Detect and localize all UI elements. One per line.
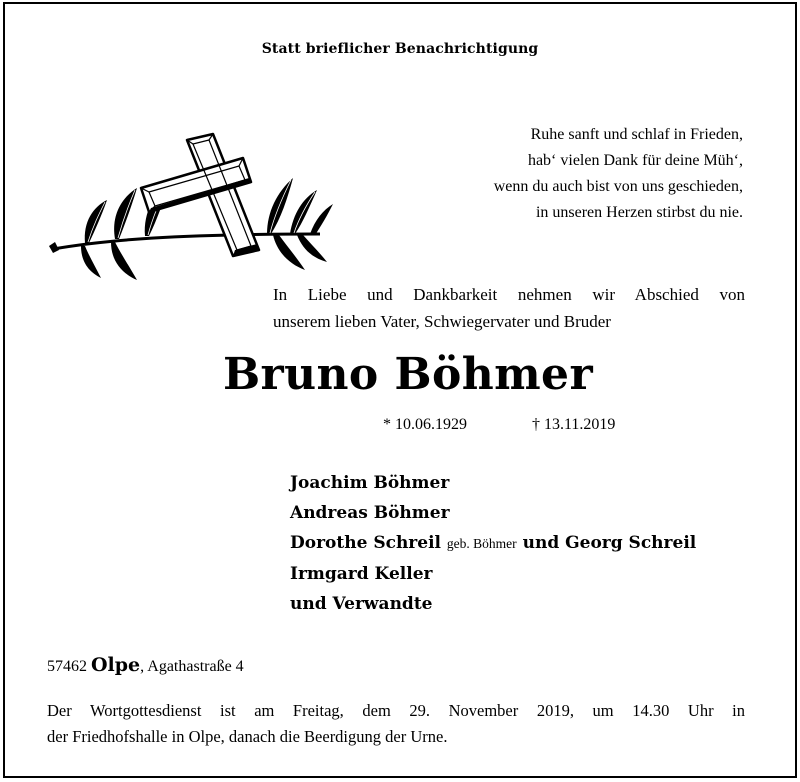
poem bbox=[494, 122, 743, 226]
deceased-name: Bruno Böhmer bbox=[222, 349, 594, 400]
intro-line: unserem lieben Vater, Schwiegervater und Bruder bbox=[273, 312, 611, 331]
address bbox=[47, 654, 244, 676]
mourner: Joachim Böhmer bbox=[290, 473, 450, 493]
mourner: und Verwandte bbox=[290, 594, 433, 614]
street: , Agathastraße 4 bbox=[140, 658, 244, 675]
death-date: † 13.11.2019 bbox=[532, 416, 616, 433]
poem-line: hab‘ vielen Dank für deine Müh‘, bbox=[527, 152, 743, 169]
service-line: der Friedhofshalle in Olpe, danach die Beerdigung der Urne. bbox=[47, 727, 448, 746]
mourners-list bbox=[290, 468, 696, 619]
obituary-notice bbox=[3, 2, 797, 778]
service-line: Der Wortgottesdienst ist am Freitag, dem 29. November 2019, um 14.30 Uhr in bbox=[47, 701, 745, 720]
service-info bbox=[47, 698, 745, 750]
poem-line: in unseren Herzen stirbst du nie. bbox=[535, 204, 743, 221]
mourner-partner: und Georg Schreil bbox=[522, 533, 697, 553]
mourner: Irmgard Keller bbox=[290, 564, 433, 584]
zip-code: 57462 bbox=[47, 658, 87, 675]
mourner-name: Dorothe Schreil bbox=[290, 533, 441, 553]
cross-with-palm-branch-icon bbox=[45, 122, 335, 282]
mourner: Andreas Böhmer bbox=[290, 503, 450, 523]
intro-text bbox=[273, 281, 745, 335]
mourner bbox=[290, 528, 696, 559]
maiden-name: geb. Böhmer bbox=[446, 536, 517, 551]
poem-line: wenn du auch bist von uns geschieden, bbox=[493, 178, 743, 195]
city: Olpe bbox=[91, 654, 141, 676]
notice-header: Statt brieflicher Benachrichtigung bbox=[261, 41, 539, 57]
poem-line: Ruhe sanft und schlaf in Frieden, bbox=[530, 126, 743, 143]
intro-line: In Liebe und Dankbarkeit nehmen wir Abschied von bbox=[273, 285, 745, 304]
birth-date: * 10.06.1929 bbox=[383, 416, 467, 433]
